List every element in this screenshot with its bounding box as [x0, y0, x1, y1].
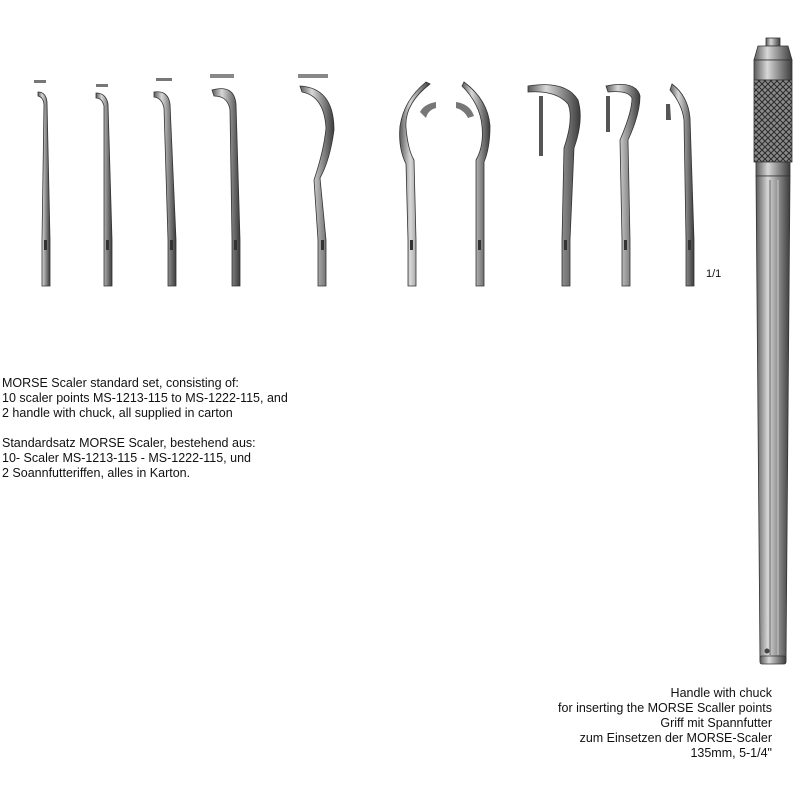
- scaler-point-3: [154, 78, 176, 286]
- caption-line: Griff mit Spannfutter: [660, 716, 772, 730]
- description-line: MORSE Scaler standard set, consisting of:: [2, 376, 239, 390]
- scaler-point-6: [400, 82, 436, 286]
- scaler-point-4: [210, 74, 240, 286]
- scaler-point-2: [96, 84, 112, 286]
- description-line: 2 handle with chuck, all supplied in carton: [2, 406, 233, 420]
- scaler-point-5: [298, 74, 334, 286]
- scaler-point-9: [606, 84, 640, 286]
- scale-label: 1/1: [706, 268, 722, 280]
- scaler-point-1: [34, 80, 50, 286]
- caption-line: for inserting the MORSE Scaller points: [558, 701, 772, 715]
- description-line: 10 scaler points MS-1213-115 to MS-1222-115, and: [2, 391, 288, 405]
- description-line: Standardsatz MORSE Scaler, bestehend aus:: [2, 436, 256, 450]
- scaler-point-7: [456, 82, 490, 286]
- set-description-german: [2, 436, 256, 481]
- scaler-point-8: [528, 85, 580, 286]
- scaler-point-10: [666, 84, 694, 286]
- caption-line: Handle with chuck: [670, 686, 772, 700]
- description-line: 10- Scaler MS-1213-115 - MS-1222-115, und: [2, 451, 251, 465]
- description-line: 2 Soannfutteriffen, alles in Karton.: [2, 466, 191, 480]
- handle-with-chuck: [754, 38, 792, 664]
- handle-caption: [558, 686, 772, 761]
- caption-line: 135mm, 5-1/4": [690, 746, 772, 760]
- set-description-english: [2, 376, 288, 421]
- caption-line: zum Einsetzen der MORSE-Scaler: [579, 731, 772, 745]
